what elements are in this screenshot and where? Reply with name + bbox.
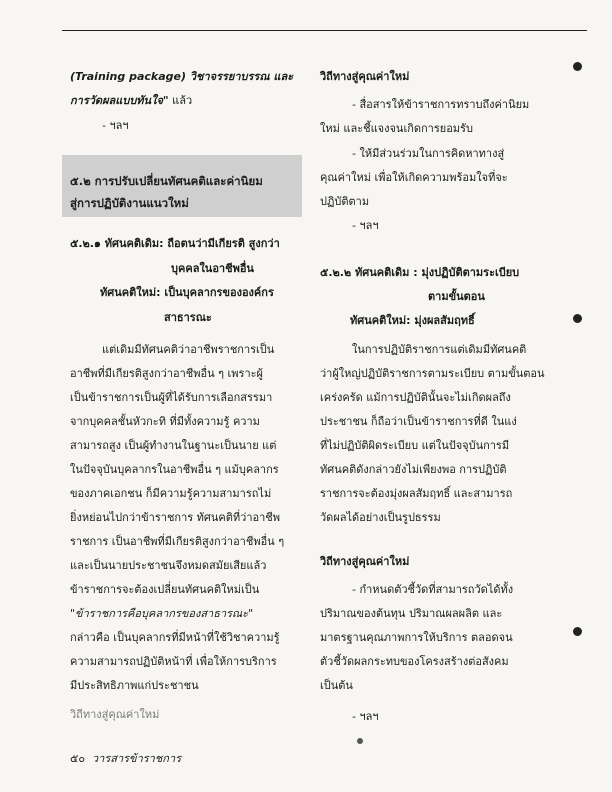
intro-line-2 <box>70 94 192 108</box>
body-line: ยิ่งหย่อนไปกว่าข้าราชการ ทัศนคติที่ว่าอาชีพ <box>70 511 281 524</box>
binder-hole-top <box>573 62 582 71</box>
body-line: วัดผลได้อย่างเป็นรูปธรรม <box>320 511 441 524</box>
right-item: ปฏิบัติตาม <box>320 195 370 208</box>
body-line: ของภาคเอกชน ก็มีความรู้ความสามารถไม่ <box>70 487 272 500</box>
body-line: ความสามารถปฏิบัติหน้าที่ เพื่อให้การบริการ <box>70 655 277 668</box>
right-item: ใหม่ และชี้แจงจนเกิดการยอมรับ <box>320 122 473 135</box>
right-item: คุณค่าใหม่ เพื่อให้เกิดความพร้อมใจที่จะ <box>320 171 508 184</box>
body-line: ในปัจจุบันบุคลากรในอาชีพอื่น ๆ แม้บุคลากร <box>70 463 279 476</box>
intro-line-2-emphasis: การวัดผลแบบทันใจ" <box>70 94 169 107</box>
section-heading-line-2: สู่การปฏิบัติงานแนวใหม่ <box>70 196 189 210</box>
intro-line-1: (Training package) วิชาจรรยาบรรณ และ <box>70 70 294 83</box>
subheading-2-line-1: ๕.๒.๒ ทัศนคติเดิม : มุ่งปฏิบัติตามระเบียบ <box>320 266 520 279</box>
right-item: ตัวชี้วัดผลกระทบของโครงสร้างต่อสังคม <box>320 655 509 668</box>
subheading-2-line-3: ทัศนคติใหม่: มุ่งผลสัมฤทธิ์ <box>350 314 475 327</box>
right-item: เป็นต้น <box>320 679 353 692</box>
subheading-1-line-2: บุคคลในอาชีพอื่น <box>171 262 254 275</box>
body-line: และเป็นนายประชาชนจึงหมดสมัยเสียแล้ว <box>70 559 267 572</box>
speck-mark <box>357 738 363 744</box>
right-item: - ให้มีส่วนร่วมในการคิดหาทางสู่ <box>352 147 505 160</box>
body-line: เป็นข้าราชการเป็นผู้ที่ได้รับการเลือกสรรมา <box>70 391 273 404</box>
right-item: - ฯลฯ <box>352 219 379 232</box>
body-line: ในการปฏิบัติราชการแต่เดิมมีทัศนคติ <box>352 343 527 356</box>
binder-hole-bottom <box>573 627 582 636</box>
page-number: ๕๐ <box>70 752 86 765</box>
right-item: มาตรฐานคุณภาพการให้บริการ ตลอดจน <box>320 631 513 644</box>
faded-line: วิถีทางสู่คุณค่าใหม่ <box>70 708 160 721</box>
section-heading-line-1: ๕.๒ การปรับเปลี่ยนทัศนคติและค่านิยม <box>70 174 263 188</box>
subheading-1-line-3: ทัศนคติใหม่: เป็นบุคลากรขององค์กร <box>100 286 274 299</box>
right-heading-2: วิถีทางสู่คุณค่าใหม่ <box>320 555 410 568</box>
body-line: อาชีพที่มีเกียรติสูงกว่าอาชีพอื่น ๆ เพราะผู้ <box>70 367 263 380</box>
body-line: มีประสิทธิภาพแก่ประชาชน <box>70 679 199 692</box>
body-line: สามารถสูง เป็นผู้ทำงานในฐานะเป็นนาย แต่ <box>70 439 277 452</box>
right-item: - กำหนดตัวชี้วัดที่สามารถวัดได้ทั้ง <box>352 583 514 596</box>
body-line: แต่เดิมมีทัศนคติว่าอาชีพราชการเป็น <box>102 343 275 356</box>
body-line: ประชาชน ก็ถือว่าเป็นข้าราชการที่ดี ในแง่ <box>320 415 517 428</box>
right-item: - ฯลฯ <box>352 710 379 723</box>
right-heading-1: วิถีทางสู่คุณค่าใหม่ <box>320 70 410 83</box>
quote-line: "ข้าราชการคือบุคลากรของสาธารณะ" <box>70 607 254 620</box>
subheading-2-line-2: ตามขั้นตอน <box>428 290 485 303</box>
body-line: ที่ไม่ปฏิบัติผิดระเบียบ แต่ในปัจจุบันการมี <box>320 439 510 452</box>
subheading-1-line-4: สาธารณะ <box>164 311 212 324</box>
body-line: ราชการจะต้องมุ่งผลสัมฤทธิ์ และสามารถ <box>320 487 513 500</box>
top-rule <box>62 30 587 31</box>
right-item: - สื่อสารให้ข้าราชการทราบถึงค่านิยม <box>352 98 530 111</box>
body-line: กล่าวคือ เป็นบุคลากรที่มีหน้าที่ใช้วิชาความรู้ <box>70 631 280 644</box>
intro-line-2-tail: แล้ว <box>168 94 193 107</box>
publication-name: วารสารข้าราชการ <box>92 752 182 765</box>
binder-hole-middle <box>573 314 582 323</box>
body-line: ราชการ เป็นอาชีพที่มีเกียรติสูงกว่าอาชีพอื่น ๆ <box>70 535 285 548</box>
body-line: ทัศนคติดังกล่าวยังไม่เพียงพอ การปฏิบัติ <box>320 463 507 476</box>
body-line: เคร่งครัด แม้การปฏิบัตินั้นจะไม่เกิดผลถึง <box>320 391 511 404</box>
body-line: ข้าราชการจะต้องเปลี่ยนทัศนคติใหม่เป็น <box>70 583 260 596</box>
subheading-1-line-1: ๕.๒.๑ ทัศนคติเดิม: ถือตนว่ามีเกียรติ สูงกว่า <box>70 237 280 250</box>
intro-bullet: - ฯลฯ <box>102 119 129 132</box>
body-line: จากบุคคลชั้นหัวกะทิ ที่มีทั้งความรู้ ความ <box>70 415 260 428</box>
body-line: ว่าผู้ใหญ่ปฏิบัติราชการตามระเบียบ ตามขั้นตอน <box>320 367 545 380</box>
right-item: ปริมาณของต้นทุน ปริมาณผลผลิต และ <box>320 607 503 620</box>
